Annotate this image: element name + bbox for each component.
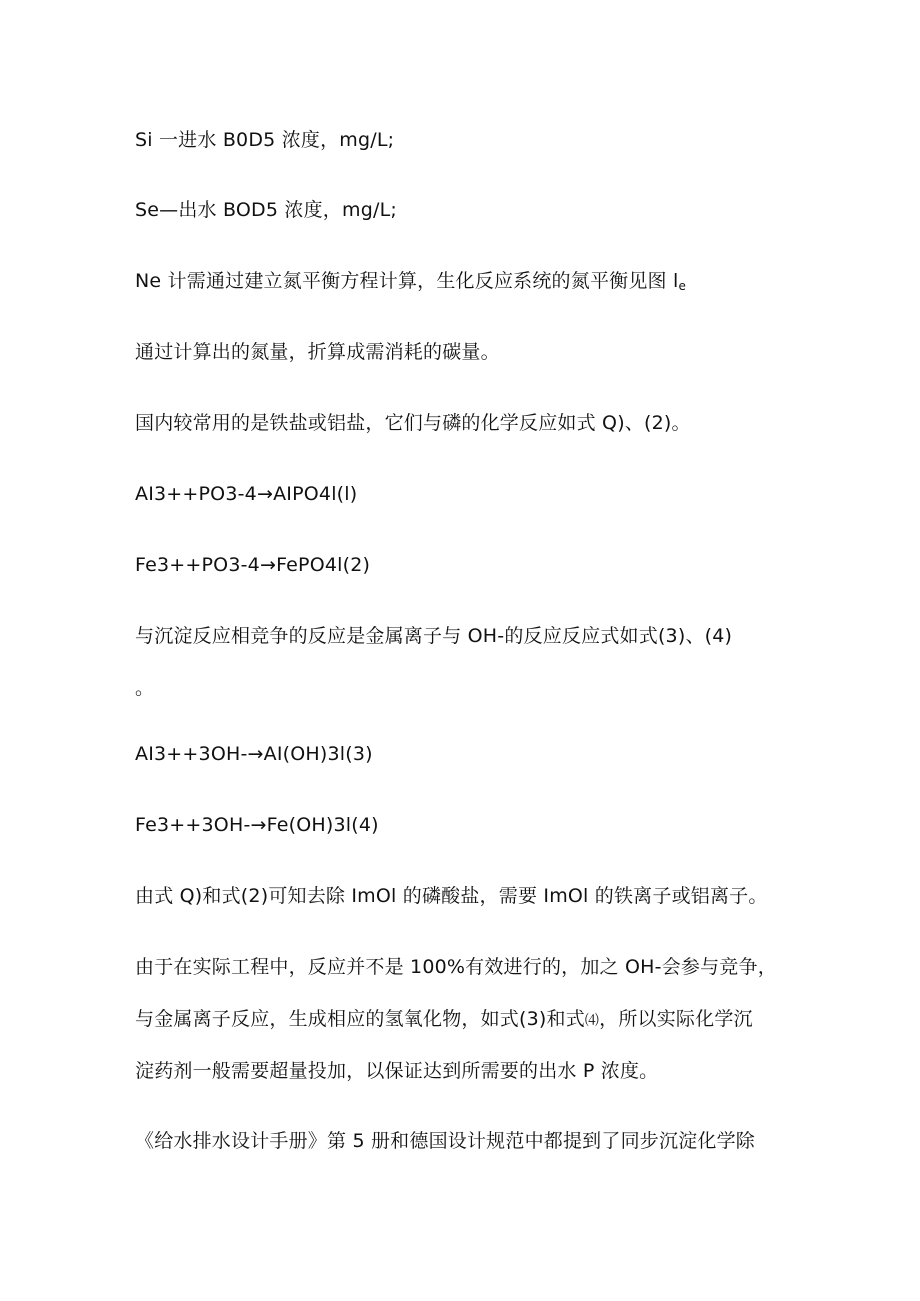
text-line <box>135 269 686 298</box>
text-segment: Ne 计需通过建立氮平衡方程计算，生化反应系统的氮平衡见图 l <box>135 270 679 292</box>
text-line: 由式 Q)和式(2)可知去除 ImOl 的磷酸盐，需要 ImOl 的铁离子或铝离子。 <box>135 885 768 907</box>
text-line: 《给水排水设计手册》第 5 册和德国设计规范中都提到了同步沉淀化学除 <box>135 1130 755 1152</box>
text-line: 。 <box>135 677 155 699</box>
text-line: 国内较常用的是铁盐或铝盐，它们与磷的化学反应如式 Q)、(2)。 <box>135 412 691 434</box>
subscript: e <box>678 279 687 293</box>
equation-line: AI3++3OH-→AI(OH)3l(3) <box>135 743 373 765</box>
text-line: 与沉淀反应相竞争的反应是金属离子与 OH-的反应反应式如式(3)、(4) <box>135 625 733 647</box>
text-segment: 与金属离子反应，生成相应的氢氧化物，如式(3)和式 <box>135 1008 585 1030</box>
equation-line: Fe3++PO3-4→FePO4l(2) <box>135 554 371 576</box>
equation-line: Fe3++3OH-→Fe(OH)3l(4) <box>135 814 379 836</box>
text-line: 通过计算出的氮量，折算成需消耗的碳量。 <box>135 341 500 363</box>
text-line <box>135 1007 753 1033</box>
text-line: 由于在实际工程中，反应并不是 100%有效进行的，加之 OH-会参与竞争， <box>135 956 777 978</box>
small-paren: ⑷ <box>584 1013 600 1029</box>
text-segment: ，所以实际化学沉 <box>599 1008 753 1030</box>
text-line: Si 一进水 B0D5 浓度，mg/L; <box>135 129 395 151</box>
text-line: 淀药剂一般需要超量投加，以保证达到所需要的出水 P 浓度。 <box>135 1060 659 1082</box>
equation-line: AI3++PO3-4→AIPO4l(l) <box>135 483 358 505</box>
text-line: Se—出水 BOD5 浓度，mg/L; <box>135 199 397 221</box>
